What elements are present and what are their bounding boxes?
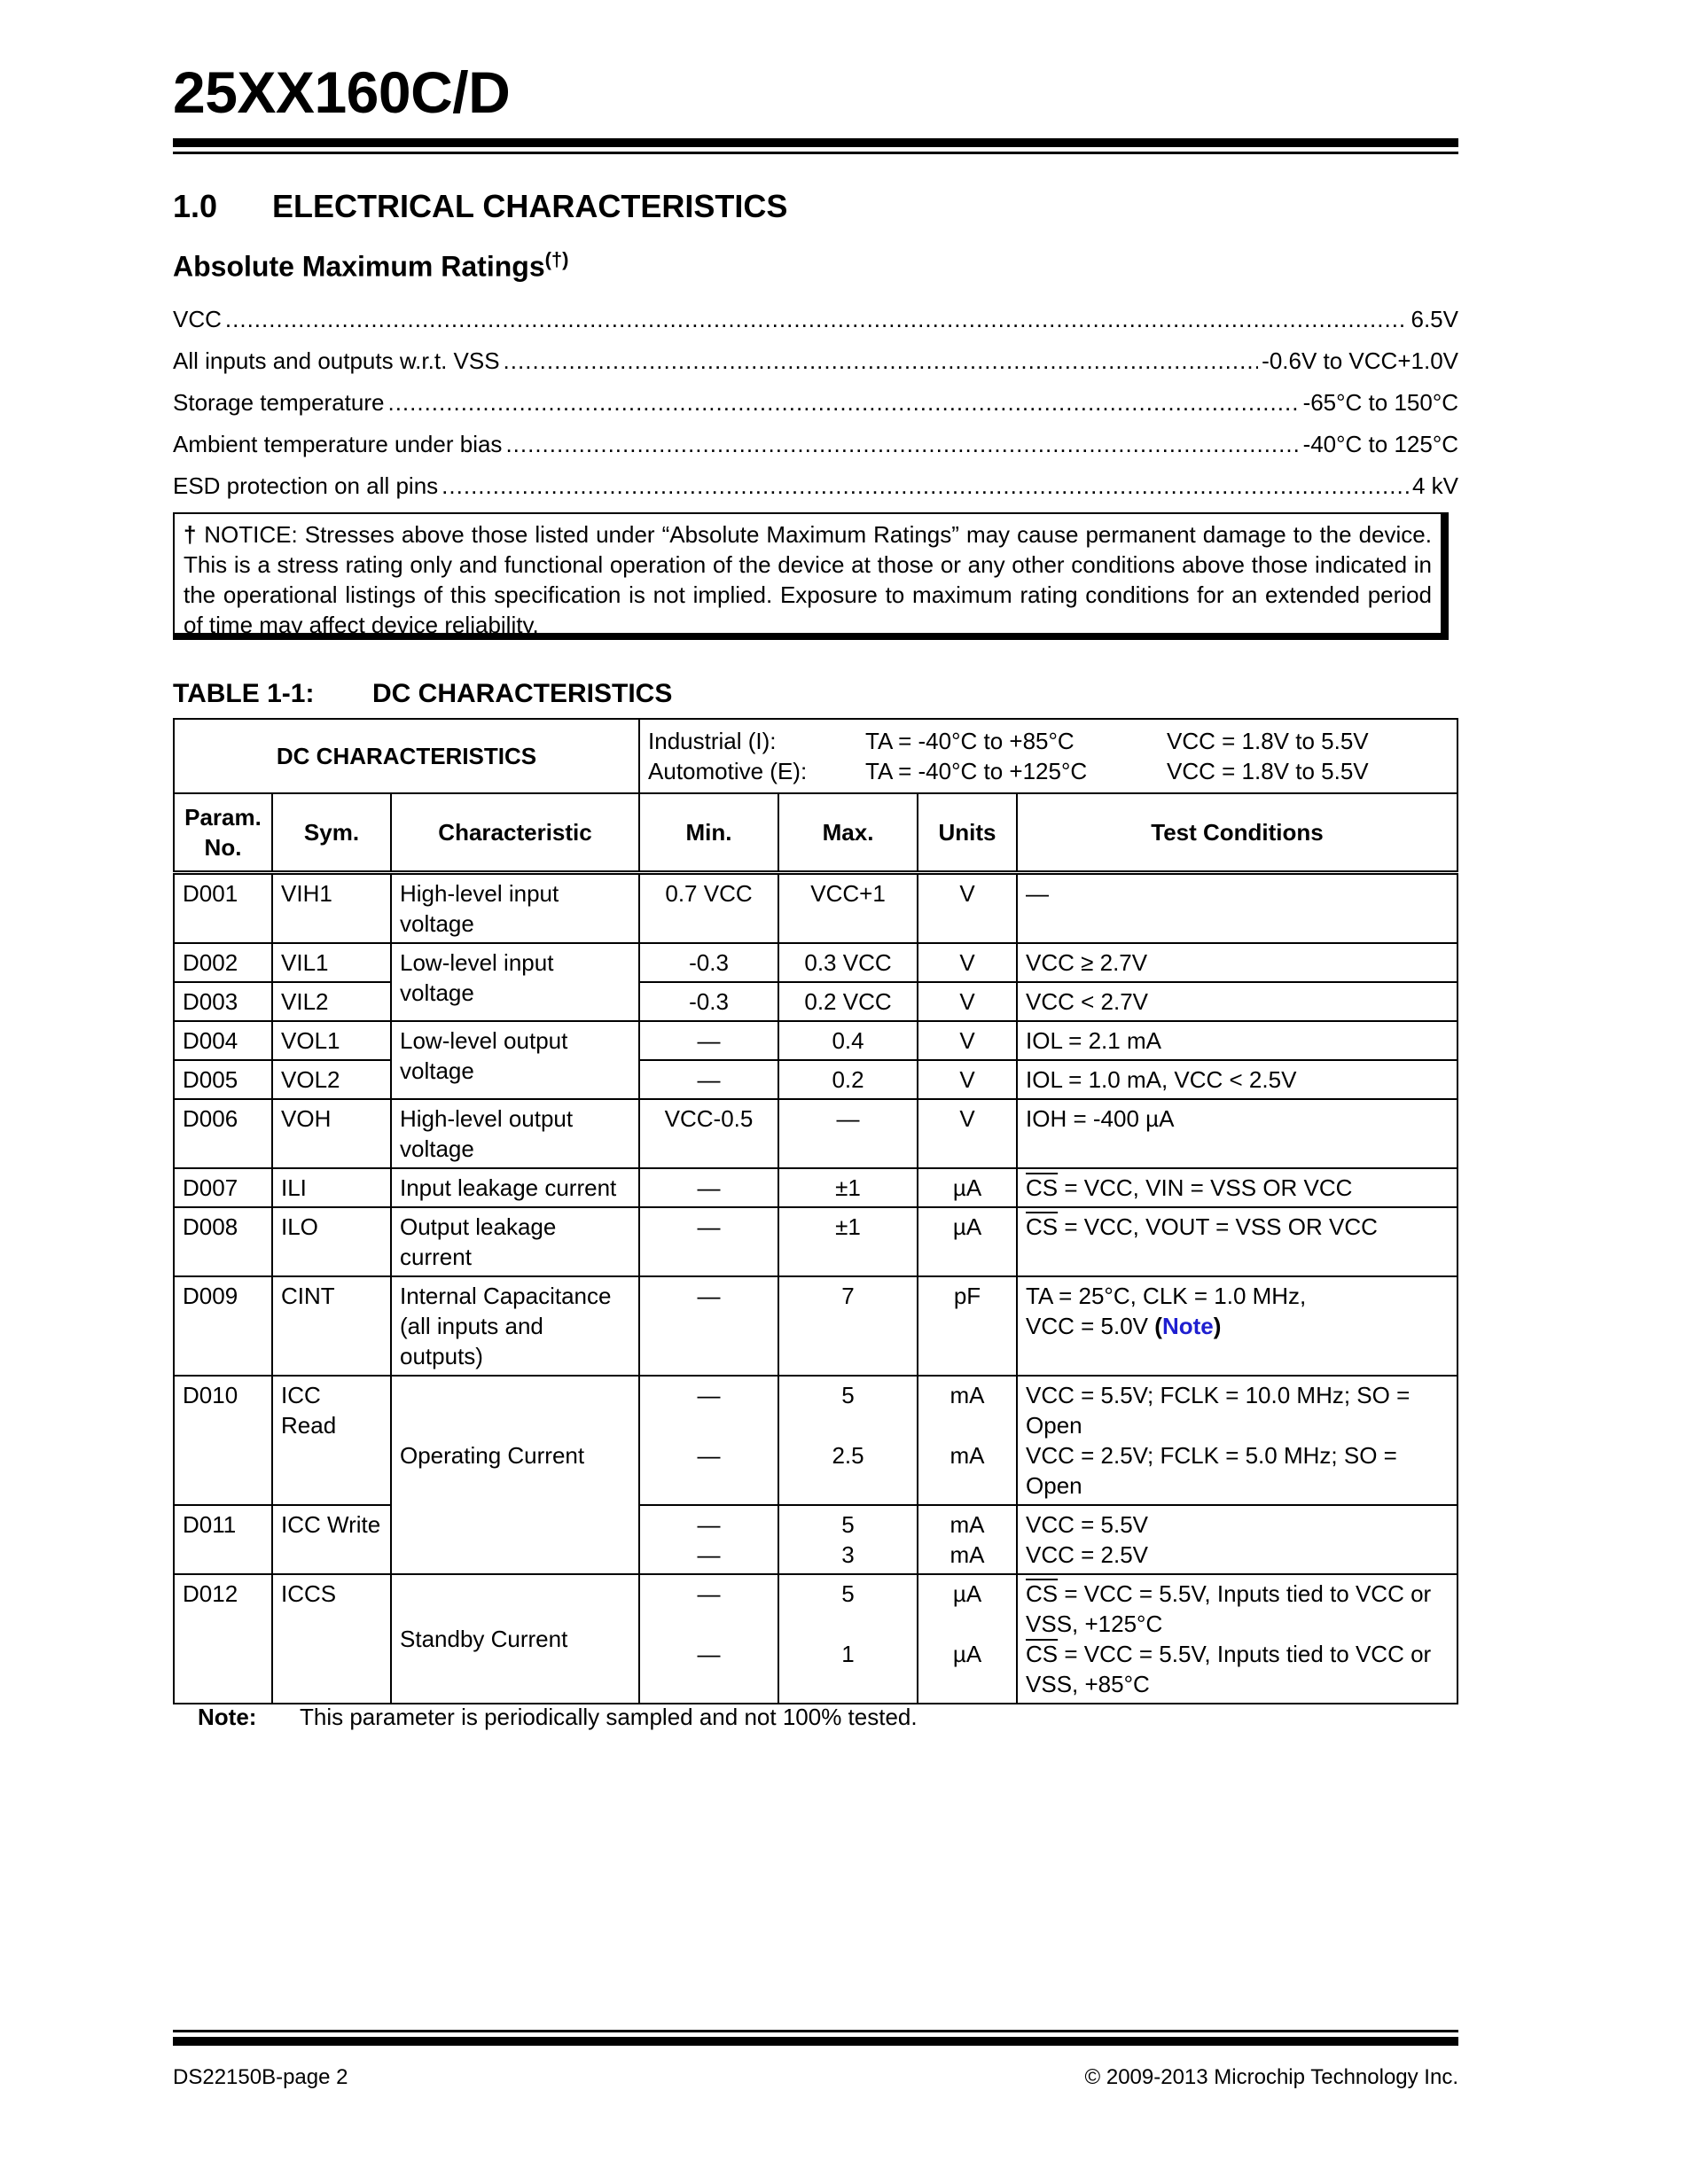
- units: V: [918, 873, 1017, 944]
- test-conditions: VCC ≥ 2.7V: [1017, 943, 1457, 982]
- test-conditions: —: [1017, 873, 1457, 944]
- rating-row: [173, 472, 1458, 514]
- min-value: —: [639, 1207, 778, 1276]
- dc-characteristics-table: [173, 718, 1458, 1704]
- units: µA: [918, 1207, 1017, 1276]
- test-conditions: [1017, 1207, 1457, 1276]
- header-rule-thin: [173, 152, 1458, 154]
- symbol: VOL2: [272, 1060, 391, 1099]
- param-no: D007: [174, 1168, 272, 1207]
- max-value: 5 1: [778, 1574, 918, 1704]
- min-value: -0.3: [639, 982, 778, 1021]
- param-no: D005: [174, 1060, 272, 1099]
- absolute-max-heading: [173, 248, 569, 284]
- rating-value: -65°C to 150°C: [1302, 389, 1458, 416]
- notice-text: Stresses above those listed under “Absolute Maximum Ratings” may cause permanent damage to the device. This is a stress rating only and functional operation of the device at those or any other conditions above those indicated in the operational listings of this specification is not implied. Exposure to maximum rating conditions for an extended period of time may affect device reliability.: [184, 521, 1432, 638]
- footer-rule: [173, 2037, 1458, 2046]
- test-conditions: IOL = 2.1 mA: [1017, 1021, 1457, 1060]
- table-row: [174, 1021, 1457, 1060]
- footer-rule-thin: [173, 2030, 1458, 2032]
- symbol: ILI: [272, 1168, 391, 1207]
- section-number: 1.0: [173, 188, 218, 224]
- units: pF: [918, 1276, 1017, 1376]
- table-header-title: DC CHARACTERISTICS: [174, 719, 639, 793]
- param-no: D011: [174, 1505, 272, 1574]
- min-value: — —: [639, 1505, 778, 1574]
- symbol: VIL1: [272, 943, 391, 982]
- condition-grade: Automotive (E):: [648, 758, 808, 784]
- test-conditions: $\overline{CS}$ = VCC = 5.5V, Inputs tied to VCC or VSS, +125°C $\overline{CS}$ = VCC = 5.5V, Inputs tied to VCC or VSS, +85°C: [1017, 1574, 1457, 1704]
- rating-row: [173, 431, 1458, 472]
- rating-label: Ambient temperature under bias: [173, 431, 503, 457]
- param-no: D012: [174, 1574, 272, 1704]
- symbol: ICC Read: [272, 1376, 391, 1505]
- leader-dots: [225, 306, 1408, 333]
- characteristic: Internal Capacitance (all inputs and outputs): [391, 1276, 639, 1376]
- symbol: VIL2: [272, 982, 391, 1021]
- rating-row: [173, 347, 1458, 389]
- note-label: Note:: [198, 1704, 257, 1730]
- dagger-mark: (†): [544, 248, 569, 270]
- footer-copyright: © 2009-2013 Microchip Technology Inc.: [1084, 2065, 1458, 2089]
- cs-signal: $\overline{CS}$: [1026, 1641, 1059, 1667]
- operating-conditions: [639, 719, 1457, 793]
- min-value: — —: [639, 1574, 778, 1704]
- test-conditions: TA = 25°C, CLK = 1.0 MHz, VCC = 5.0V (Note): [1017, 1276, 1457, 1376]
- condition-temp: TA = -40°C to +125°C: [865, 758, 1088, 784]
- column-header: Sym.: [272, 793, 391, 873]
- column-header: Max.: [778, 793, 918, 873]
- leader-dots: [505, 431, 1299, 458]
- rating-value: 4 kV: [1411, 472, 1458, 499]
- table-row: [174, 943, 1457, 982]
- symbol: VIH1: [272, 873, 391, 944]
- max-value: ±1: [778, 1168, 918, 1207]
- column-header: Characteristic: [391, 793, 639, 873]
- rating-label: Storage temperature: [173, 389, 385, 416]
- notice-box: [173, 512, 1449, 640]
- param-no: D002: [174, 943, 272, 982]
- table-row: [174, 982, 1457, 1021]
- rating-label: All inputs and outputs w.r.t. VSS: [173, 347, 500, 374]
- cs-signal: $\overline{CS}$: [1026, 1174, 1059, 1201]
- cs-signal: $\overline{CS}$: [1026, 1580, 1059, 1607]
- section-title: ELECTRICAL CHARACTERISTICS: [272, 188, 788, 224]
- param-no: D004: [174, 1021, 272, 1060]
- characteristic: High-level output voltage: [391, 1099, 639, 1168]
- min-value: —: [639, 1168, 778, 1207]
- note-link[interactable]: Note: [1161, 1313, 1214, 1339]
- symbol: CINT: [272, 1276, 391, 1376]
- symbol: ICCS: [272, 1574, 391, 1704]
- table-row: [174, 1574, 1457, 1704]
- table-row: [174, 1207, 1457, 1276]
- min-value: -0.3: [639, 943, 778, 982]
- max-value: 7: [778, 1276, 918, 1376]
- min-value: VCC-0.5: [639, 1099, 778, 1168]
- min-value: — —: [639, 1376, 778, 1505]
- table-row: [174, 1276, 1457, 1376]
- max-value: VCC+1: [778, 873, 918, 944]
- param-no: D008: [174, 1207, 272, 1276]
- symbol: ILO: [272, 1207, 391, 1276]
- absolute-max-heading-text: Absolute Maximum Ratings: [173, 250, 545, 283]
- test-conditions: IOH = -400 µA: [1017, 1099, 1457, 1168]
- note-text: This parameter is periodically sampled and not 100% tested.: [300, 1704, 918, 1730]
- test-conditions: IOL = 1.0 mA, VCC < 2.5V: [1017, 1060, 1457, 1099]
- condition-vcc: VCC = 1.8V to 5.5V: [1167, 758, 1369, 784]
- notice-dagger: †: [184, 521, 198, 548]
- max-value: 0.3 VCC: [778, 943, 918, 982]
- max-value: 5 2.5: [778, 1376, 918, 1505]
- rating-value: -40°C to 125°C: [1302, 431, 1458, 457]
- condition-grade: Industrial (I):: [648, 728, 777, 754]
- table-number: TABLE 1-1:: [173, 679, 315, 708]
- characteristic: Operating Current: [391, 1376, 639, 1574]
- max-value: 0.2: [778, 1060, 918, 1099]
- units: µA: [918, 1168, 1017, 1207]
- column-header: Min.: [639, 793, 778, 873]
- units: mA mA: [918, 1376, 1017, 1505]
- table-note: [198, 1704, 918, 1731]
- units: V: [918, 1021, 1017, 1060]
- max-value: ±1: [778, 1207, 918, 1276]
- table-row: [174, 1060, 1457, 1099]
- section-heading: [173, 188, 787, 225]
- table-title: DC CHARACTERISTICS: [372, 679, 673, 708]
- test-conditions-line: VCC = 5.0V: [1026, 1313, 1149, 1339]
- param-no: D003: [174, 982, 272, 1021]
- notice-title: NOTICE:: [204, 521, 298, 548]
- test-conditions-line: TA = 25°C, CLK = 1.0 MHz,: [1026, 1283, 1307, 1309]
- test-conditions: [1017, 1168, 1457, 1207]
- test-conditions: VCC = 5.5V; FCLK = 10.0 MHz; SO = Open VCC = 2.5V; FCLK = 5.0 MHz; SO = Open: [1017, 1376, 1457, 1505]
- table-row: [174, 1099, 1457, 1168]
- leader-dots: [387, 389, 1299, 417]
- param-no: D006: [174, 1099, 272, 1168]
- condition-vcc: VCC = 1.8V to 5.5V: [1167, 728, 1369, 754]
- characteristic: Low-level input voltage: [391, 943, 639, 1021]
- absolute-max-ratings-list: [173, 306, 1458, 514]
- rating-label: VCC: [173, 306, 222, 332]
- units: V: [918, 1099, 1017, 1168]
- table-header-conditions-row: [174, 719, 1457, 793]
- units: µA µA: [918, 1574, 1017, 1704]
- characteristic: High-level input voltage: [391, 873, 639, 944]
- rating-value: -0.6V to VCC+1.0V: [1262, 347, 1458, 374]
- test-conditions: VCC < 2.7V: [1017, 982, 1457, 1021]
- symbol: VOH: [272, 1099, 391, 1168]
- rating-label: ESD protection on all pins: [173, 472, 439, 499]
- param-no: D009: [174, 1276, 272, 1376]
- characteristic: Input leakage current: [391, 1168, 639, 1207]
- min-value: —: [639, 1276, 778, 1376]
- rating-value: 6.5V: [1411, 306, 1458, 332]
- units: V: [918, 982, 1017, 1021]
- min-value: —: [639, 1021, 778, 1060]
- rating-row: [173, 306, 1458, 347]
- column-header-row: [174, 793, 1457, 873]
- table-row: [174, 873, 1457, 944]
- units: mA mA: [918, 1505, 1017, 1574]
- symbol: ICC Write: [272, 1505, 391, 1574]
- max-value: 0.4: [778, 1021, 918, 1060]
- column-header: Test Conditions: [1017, 793, 1457, 873]
- param-no: D010: [174, 1376, 272, 1505]
- column-header: Units: [918, 793, 1017, 873]
- table-caption: [173, 679, 672, 709]
- max-value: —: [778, 1099, 918, 1168]
- table-row: [174, 1505, 1457, 1574]
- header-rule: [173, 138, 1458, 147]
- units: V: [918, 943, 1017, 982]
- characteristic: Standby Current: [391, 1574, 639, 1704]
- table-row: [174, 1376, 1457, 1505]
- test-conditions-text: = VCC, VIN = VSS OR VCC: [1058, 1174, 1353, 1201]
- column-header: Param. No.: [174, 793, 272, 873]
- test-conditions-text: = VCC, VOUT = VSS OR VCC: [1058, 1213, 1378, 1240]
- test-conditions: VCC = 5.5V VCC = 2.5V: [1017, 1505, 1457, 1574]
- footer-page-id: DS22150B-page 2: [173, 2065, 348, 2089]
- table-row: [174, 1168, 1457, 1207]
- min-value: 0.7 VCC: [639, 873, 778, 944]
- condition-temp: TA = -40°C to +85°C: [865, 728, 1075, 754]
- max-value: 0.2 VCC: [778, 982, 918, 1021]
- cs-signal: $\overline{CS}$: [1026, 1213, 1059, 1240]
- min-value: —: [639, 1060, 778, 1099]
- characteristic: Low-level output voltage: [391, 1021, 639, 1099]
- characteristic: Output leakage current: [391, 1207, 639, 1276]
- param-no: D001: [174, 873, 272, 944]
- leader-dots: [442, 472, 1409, 500]
- leader-dots: [504, 347, 1259, 375]
- units: V: [918, 1060, 1017, 1099]
- rating-row: [173, 389, 1458, 431]
- document-title: 25XX160C/D: [173, 59, 511, 125]
- max-value: 5 3: [778, 1505, 918, 1574]
- symbol: VOL1: [272, 1021, 391, 1060]
